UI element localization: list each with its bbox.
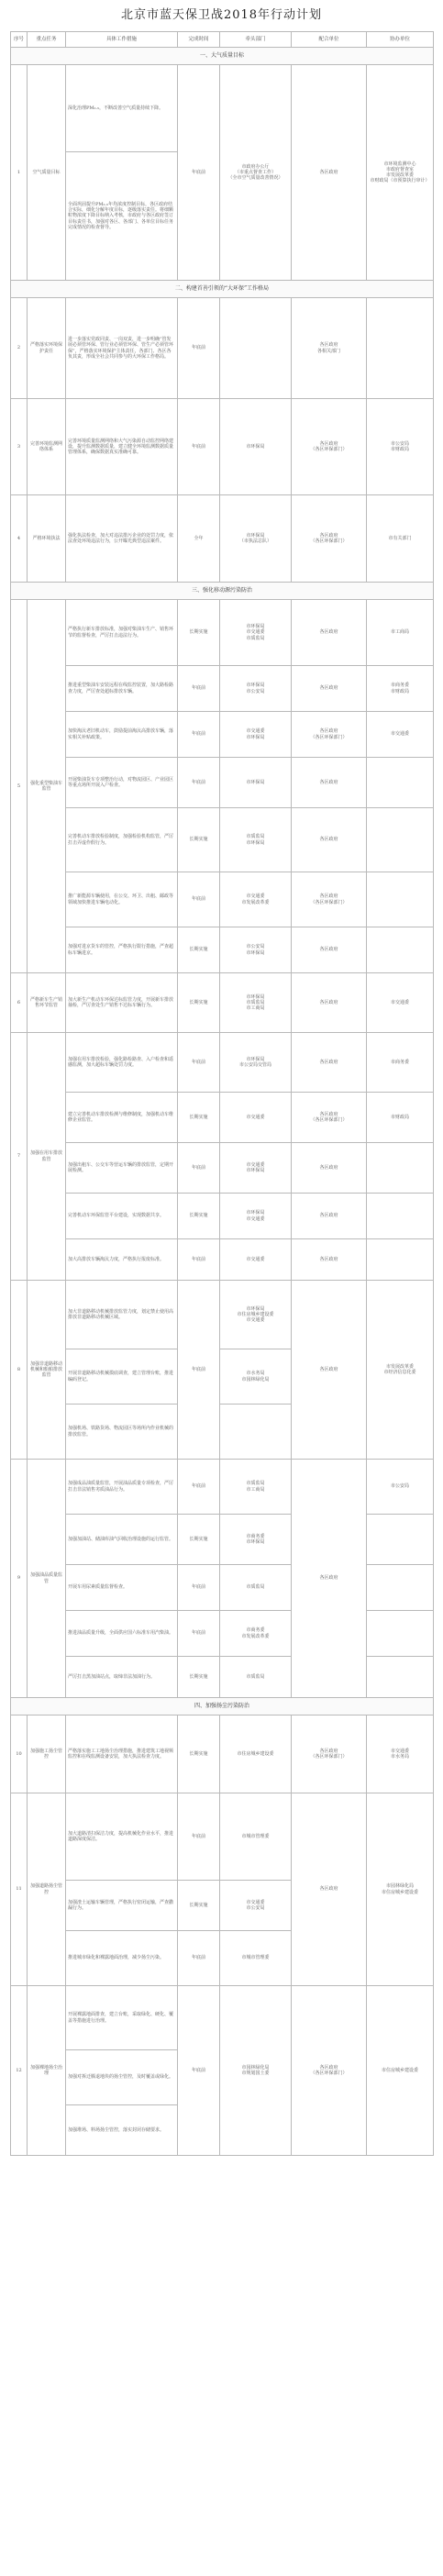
- row-no: 12: [11, 1986, 28, 2156]
- row-measure: 加强机场、铁路货场、物流园区等场所内作业机械的排放监管。: [66, 1405, 178, 1460]
- header-no: 序号: [11, 32, 28, 48]
- row-lead: 市商务委 市发展改革委: [220, 1611, 292, 1657]
- row-no: 2: [11, 298, 28, 399]
- row-no: 10: [11, 1715, 28, 1793]
- row-coop: 各区政府: [292, 1281, 367, 1460]
- row-task: 空气质量目标: [28, 65, 66, 281]
- table-header-row: [11, 32, 434, 48]
- row-no: 6: [11, 973, 28, 1033]
- row-measure: 开展柴油货车专项整治行动，对物流园区、产业园区等重点场所开展入户检查。: [66, 758, 178, 808]
- action-plan-table: [10, 31, 434, 2156]
- row-measure: 加强对拆迁腾退地块的扬尘管控，及时覆盖或绿化。: [66, 2050, 178, 2105]
- row-task: 严格落实环境保护责任: [28, 298, 66, 399]
- row-assist: 市交通委 市水务局: [367, 1715, 434, 1793]
- row-measure: 开展车用尿素质量监督检查。: [66, 1565, 178, 1611]
- row-time: 年底前: [178, 1033, 220, 1093]
- row-assist: 市公安局: [367, 1460, 434, 1515]
- row-lead: 市环保局 市公安局: [220, 666, 292, 712]
- row-lead: 市交通委: [220, 1093, 292, 1143]
- row-coop: 各区政府: [292, 1793, 367, 1986]
- row-assist: 市住房城乡建设委: [367, 1986, 434, 2156]
- row-measure: 加强渣土运输车辆管理，严格执行密闭运输，严查撒漏行为。: [66, 1881, 178, 1931]
- row-measure: 完善机动车排放检验制度，加强检验机构监管，严厉打击弄虚作假行为。: [66, 808, 178, 872]
- row-measure: 推进城市绿化和裸露地面治理，减少扬尘污染。: [66, 1931, 178, 1986]
- row-measure: 加大高排放车辆淘汰力度，严格执行报废标准。: [66, 1239, 178, 1281]
- row-time: 年底前: [178, 1931, 220, 1986]
- row-assist: [367, 758, 434, 808]
- row-no: 5: [11, 600, 28, 973]
- row-assist: [367, 1143, 434, 1194]
- row-measure: 深化治理PM₂.₅，不断改善空气质量持续下降。: [66, 65, 178, 152]
- row-task: 加强裸地扬尘治理: [28, 1986, 66, 2156]
- header-measure: 具体工作措施: [66, 32, 178, 48]
- row-coop: 各区政府: [292, 1460, 367, 1698]
- row-measure: 强化执法检查，加大对违法排污企业的处罚力度，依法查处环境违法行为，公开曝光典型违法案件。: [66, 495, 178, 583]
- page-title: 北京市蓝天保卫战2018年行动计划: [120, 8, 323, 22]
- row-lead: 市交通委 市公安局: [220, 1881, 292, 1931]
- row-time: 全年: [178, 495, 220, 583]
- row-assist: 市商务委: [367, 1033, 434, 1093]
- row-lead: [220, 1405, 292, 1460]
- row-measure: 推广新能源车辆使用，在公交、环卫、出租、邮政等领域加快推进车辆电动化。: [66, 872, 178, 927]
- row-time: 年底前: [178, 666, 220, 712]
- row-lead: 市质监局: [220, 1657, 292, 1698]
- row-coop: 各区政府 （各区环保部门）: [292, 712, 367, 758]
- row-measure: 开展裸露地面排查，建立台账，采取绿化、硬化、覆盖等措施进行治理。: [66, 1986, 178, 2050]
- row-time: 年底前: [178, 1460, 220, 1515]
- row-lead: 市交通委 市环保局: [220, 712, 292, 758]
- row-measure: 推进油品质量升级，全面供应国六标准车用汽柴油。: [66, 1611, 178, 1657]
- row-assist: [367, 1515, 434, 1565]
- row-time: 年底前: [178, 1565, 220, 1611]
- row-time: 年底前: [178, 1986, 220, 2156]
- row-time: 年底前: [178, 1239, 220, 1281]
- row-measure: 严格落实施工工地扬尘治理措施，推进建筑工地视频监控和在线监测设备安装，加大执法检查力度。: [66, 1715, 178, 1793]
- row-measure: 加强对进京货车的管控，严格执行限行措施，严查超标车辆进京。: [66, 927, 178, 973]
- row-time: 年底前: [178, 399, 220, 495]
- row-assist: [367, 808, 434, 872]
- row-no: 8: [11, 1281, 28, 1460]
- row-lead: 市环保局 市公安局交管局: [220, 1033, 292, 1093]
- row-lead: 市环保局: [220, 758, 292, 808]
- row-task: 加强在用车排放监管: [28, 1033, 66, 1281]
- row-lead: [220, 298, 292, 399]
- row-task: 严格环境执法: [28, 495, 66, 583]
- row-measure: 进一步落实党政同责、一岗双责，进一步明确“管发展必须管环保、管行业必须管环保、管生产必须管环保”，严格落实环境保护主体责任，各部门、各区各负其责，形成全社会共同参与的大环保工作格局。: [66, 298, 178, 399]
- row-coop: 各区政府 （各区环保部门）: [292, 495, 367, 583]
- row-time: 长期实施: [178, 1715, 220, 1793]
- row-lead: 市质监局 市环保局: [220, 808, 292, 872]
- row-assist: 市园林绿化局 市住房城乡建设委: [367, 1793, 434, 1986]
- row-measure: 严厉打击黑加油站点，取缔非法加油行为。: [66, 1657, 178, 1698]
- row-lead: 市城市管理委: [220, 1931, 292, 1986]
- row-measure: 加大新生产机动车环保达标监管力度，开展新车排放抽检，严厉查处生产销售不达标车辆行为。: [66, 973, 178, 1033]
- row-coop: 各区政府: [292, 927, 367, 973]
- header-lead: 牵头部门: [220, 32, 292, 48]
- row-lead: 市环保局 市住房城乡建设委 市交通委: [220, 1281, 292, 1349]
- row-assist: [367, 927, 434, 973]
- row-measure: 完善环境质量监测网络和大气污染源自动监控网络建设，提升监测数据质量，建立健全环境监测数据质量管理体系，确保数据真实准确可靠。: [66, 399, 178, 495]
- header-coop: 配合单位: [292, 32, 367, 48]
- row-time: 长期实施: [178, 1657, 220, 1698]
- row-time: 长期实施: [178, 1194, 220, 1239]
- row-time: 年底前: [178, 1281, 220, 1460]
- section-title: 三、强化移动源污染防治: [11, 583, 434, 600]
- row-measure: 加大非道路移动机械排放监管力度，划定禁止使用高排放非道路移动机械区域。: [66, 1281, 178, 1349]
- row-no: 11: [11, 1793, 28, 1986]
- row-no: 3: [11, 399, 28, 495]
- row-assist: 市交通委: [367, 712, 434, 758]
- row-coop: 各区政府: [292, 600, 367, 666]
- row-lead: 市住房城乡建设委: [220, 1715, 292, 1793]
- row-lead: 市政府办公厅 （市重点督查工作） （全市空气质量改善情况）: [220, 65, 292, 281]
- header-task: 重点任务: [28, 32, 66, 48]
- row-time: 年底前: [178, 712, 220, 758]
- row-coop: 各区政府: [292, 1143, 367, 1194]
- row-assist: 市交通委: [367, 973, 434, 1033]
- row-time: 年底前: [178, 872, 220, 927]
- row-measure: 全面巩固提升PM₂.₅年均浓度控制目标，各区政府结合实际，细化分解年度目标，逐级落实责任。将细颗粒物浓度下降目标纳入考核，市政府与各区政府签订目标责任书，加强对各区、各部门、各单位目标任务完成情况的检查督导。: [66, 152, 178, 281]
- row-time: 年底前: [178, 298, 220, 399]
- row-time: 年底前: [178, 1793, 220, 1881]
- row-assist: [367, 1611, 434, 1657]
- row-coop: 各区政府: [292, 1194, 367, 1239]
- row-time: 长期实施: [178, 808, 220, 872]
- row-assist: 市公安局 市财政局: [367, 399, 434, 495]
- row-assist: [367, 872, 434, 927]
- row-time: 年底前: [178, 1611, 220, 1657]
- row-time: 长期实施: [178, 1093, 220, 1143]
- row-measure: 加强在用车排放检验，强化路检路查、入户检查和遥感监测，加大超标车辆处罚力度。: [66, 1033, 178, 1093]
- row-task: 强化重型柴油车监管: [28, 600, 66, 973]
- row-assist: 市财政局: [367, 1093, 434, 1143]
- row-assist: 市工商局: [367, 600, 434, 666]
- section-title: 四、加强扬尘污染防治: [11, 1698, 434, 1715]
- row-assist: 市商务委 市财政局: [367, 666, 434, 712]
- row-no: 1: [11, 65, 28, 281]
- row-assist: [367, 1565, 434, 1611]
- row-assist: 市有关部门: [367, 495, 434, 583]
- row-time: 长期实施: [178, 927, 220, 973]
- row-assist: [367, 1239, 434, 1281]
- row-coop: 各区政府 （各区环保部门）: [292, 1986, 367, 2156]
- header-time: 完成时间: [178, 32, 220, 48]
- row-assist: [367, 1657, 434, 1698]
- row-coop: 各区政府 各相关部门: [292, 298, 367, 399]
- row-coop: 各区政府: [292, 65, 367, 281]
- row-time: 年底前: [178, 65, 220, 281]
- row-lead: 市质监局 市工商局: [220, 1460, 292, 1515]
- row-assist: [367, 1194, 434, 1239]
- row-measure: 加大道路清扫保洁力度，提高机械化作业水平，推进道路深度保洁。: [66, 1793, 178, 1881]
- row-measure: 严格执行新车排放标准，加强对柴油车生产、销售环节的监督检查，严厉打击违法行为。: [66, 600, 178, 666]
- row-time: 长期实施: [178, 1881, 220, 1931]
- row-measure: 加快淘汰老旧机动车，鼓励提前淘汰高排放车辆，落实相关补贴政策。: [66, 712, 178, 758]
- row-coop: 各区政府: [292, 666, 367, 712]
- row-lead: 市交通委 市环保局: [220, 1143, 292, 1194]
- row-task: 加强油品质量监管: [28, 1460, 66, 1698]
- row-task: 加强道路扬尘管控: [28, 1793, 66, 1986]
- row-time: 年底前: [178, 1143, 220, 1194]
- row-coop: 各区政府 （各区环保部门）: [292, 1093, 367, 1143]
- row-task: 完善环境监测网络体系: [28, 399, 66, 495]
- row-lead: 市公安局 市环保局: [220, 927, 292, 973]
- row-lead: 市环保局: [220, 399, 292, 495]
- row-measure: 加强成品油质量监管，开展油品质量专项检查，严厉打击非法销售劣质油品行为。: [66, 1460, 178, 1515]
- row-measure: 建立完善机动车排放检测与维修制度，加强机动车维修企业监管。: [66, 1093, 178, 1143]
- row-coop: 各区政府: [292, 808, 367, 872]
- row-lead: 市园林绿化局 市规划国土委: [220, 1986, 292, 2156]
- row-measure: 加强堆场、料场扬尘管控，落实封闭存储要求。: [66, 2105, 178, 2156]
- row-assist: 市发展改革委 市经济信息化委: [367, 1281, 434, 1460]
- row-lead: 市城市管理委: [220, 1793, 292, 1881]
- row-lead: 市交通委: [220, 1239, 292, 1281]
- section-title: 一、大气质量目标: [11, 48, 434, 65]
- row-coop: 各区政府: [292, 1239, 367, 1281]
- header-assist: 协办单位: [367, 32, 434, 48]
- row-measure: 推进重型柴油车安装远程在线监控装置，加大路检路查力度，严厉查处超标排放车辆。: [66, 666, 178, 712]
- row-coop: 各区政府: [292, 973, 367, 1033]
- row-no: 9: [11, 1460, 28, 1698]
- row-no: 4: [11, 495, 28, 583]
- row-coop: 各区政府 （各区环保部门）: [292, 1715, 367, 1793]
- row-measure: 开展非道路移动机械摸底调查，建立管理台账，推进编码登记。: [66, 1349, 178, 1405]
- row-lead: 市环保局 市交通委 市质监局: [220, 600, 292, 666]
- row-lead: 市水务局 市园林绿化局: [220, 1349, 292, 1405]
- row-lead: 市环保局 市质监局 市工商局: [220, 973, 292, 1033]
- row-time: 年底前: [178, 758, 220, 808]
- row-coop: 各区政府: [292, 758, 367, 808]
- row-lead: 市环保局 市交通委: [220, 1194, 292, 1239]
- row-assist: [367, 298, 434, 399]
- row-task: 加强施工扬尘管控: [28, 1715, 66, 1793]
- row-lead: 市商务委 市环保局: [220, 1515, 292, 1565]
- section-title: 二、构建首善引领的“大环保”工作格局: [11, 281, 434, 298]
- row-time: 长期实施: [178, 600, 220, 666]
- row-lead: 市质监局: [220, 1565, 292, 1611]
- row-time: 长期实施: [178, 973, 220, 1033]
- row-lead: 市交通委 市发展改革委: [220, 872, 292, 927]
- row-measure: 加强出租车、公交车等营运车辆的排放监管，定期开展检测。: [66, 1143, 178, 1194]
- row-time: 长期实施: [178, 1515, 220, 1565]
- row-task: 严格新车生产销售环节监管: [28, 973, 66, 1033]
- row-assist: 市环境监测中心 市政府督查室 市发展改革委 市财政局（市预算执行审计）: [367, 65, 434, 281]
- row-lead: 市环保局 （市执法总队）: [220, 495, 292, 583]
- row-measure: 加强加油站、储油库油气回收治理设施的运行监管。: [66, 1515, 178, 1565]
- row-coop: 各区政府 （各区环保部门）: [292, 872, 367, 927]
- row-no: 7: [11, 1033, 28, 1281]
- row-task: 加强非道路移动机械和船舶排放监管: [28, 1281, 66, 1460]
- row-measure: 完善机动车环保监管平台建设，实现数据共享。: [66, 1194, 178, 1239]
- row-coop: 各区政府: [292, 1033, 367, 1093]
- row-coop: 各区政府 （各区环保部门）: [292, 399, 367, 495]
